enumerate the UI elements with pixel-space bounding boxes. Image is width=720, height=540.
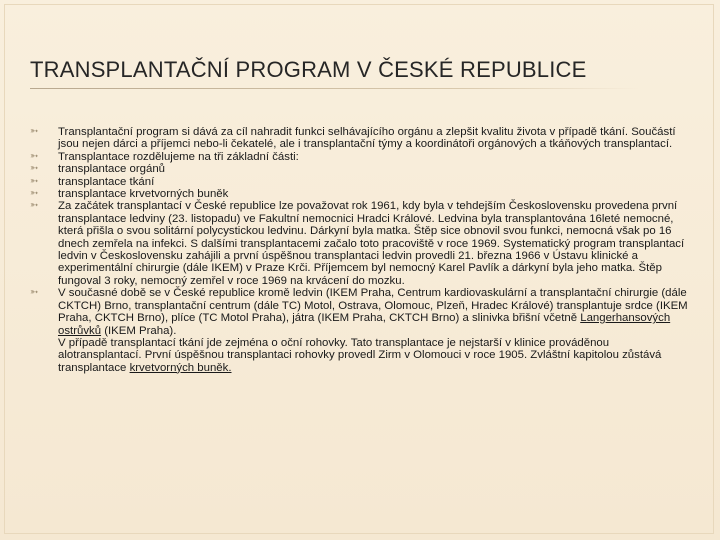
quill-arrow-icon: ➳ [30,150,39,162]
bullet-list [30,126,690,374]
item-text: transplantace krvetvorných buněk [58,188,229,201]
item-text: transplantace tkání [58,175,155,188]
final-paragraph [30,337,690,374]
quill-arrow-icon: ➳ [30,200,39,212]
item-text: transplantace orgánů [58,163,166,176]
slide-title: TRANSPLANTAČNÍ PROGRAM V ČESKÉ REPUBLICE [30,57,587,82]
list-item [30,176,690,188]
item-text: Transplantace rozdělujeme na tři základní části: [58,150,299,163]
paragraph-text: V případě transplantací tkání jde zejména o oční rohovky. Tato transplantace je nejstarší v klinice prováděnou alotransplantací. První úspěšnou transplantaci rohovky provedl Zirm v Olomouci v roce 1905. Zvláštní kapitolou zůstává transplantace [58,336,662,374]
title-underline [30,88,640,89]
item-text: Transplantační program si dává za cíl nahradit funkci selhávajícího orgánu a zlepšit kvalitu života v případě tkání. Součástí jsou nejen dárci a příjemci nebo-li čekatelé, ale i transplantační týmy a koordinátoři orgánových a tkáňových transplantací. [58,126,676,151]
list-item [30,151,690,163]
quill-arrow-icon: ➳ [30,175,39,187]
list-item [30,287,690,337]
quill-arrow-icon: ➳ [30,126,39,137]
list-item [30,200,690,287]
item-text: Za začátek transplantací v České republice lze považovat rok 1961, kdy byla v tehdejším Československu provedena první transplantace ledviny (23. listopadu) ve Fakultní nemocnici Hradci Králové. Ledvina byla transplantována 16leté nemocné, která přišla o svou solitární polycystickou ledvinu. Dárkyní byla matka. Štěp sice obnovil svou funkci, nemocná však po 16 dnech zemřela na infekci. S dalšími transplantacemi začalo toto pracoviště v roce 1969. Systematický program transplantací ledvin v Československu zahájili a první úspěšnou transplantaci ledvin provedli 21. března 1966 v Ústavu klinické a experimentální chirurgie (dále IKEM) v Praze Krči. Příjemcem byl nemocný Karel Pavlík a dárkyní byla jeho matka. Štěp fungoval 3 roky, nemocný zemřel v roce 1969 na krvácení do mozku. [58,200,685,287]
item-text: V současné době se v České republice kromě ledvin (IKEM Praha, Centrum kardiovaskulární a transplantační chirurgie (dále CKTCH) Brno, transplantační centrum (dále TC) Motol, Ostrava, Olomouc, Plzeň, Hradec Králové) transplantuje srdce (IKEM Praha, CKTCH Brno), plíce (TC Motol Praha), játra (IKEM Praha, CKTCH Brno) a slinivka břišní včetně [58,287,688,325]
quill-arrow-icon: ➳ [30,188,39,200]
list-item [30,163,690,175]
list-item [30,126,690,151]
item-text: (IKEM Praha). [101,324,177,337]
langerhans-link[interactable]: Langerhansových ostrůvků [58,312,671,337]
krvetvorne-bunky-link[interactable]: krvetvorných buněk. [129,361,232,374]
list-item [30,188,690,200]
quill-arrow-icon: ➳ [30,287,39,299]
quill-arrow-icon: ➳ [30,163,39,175]
